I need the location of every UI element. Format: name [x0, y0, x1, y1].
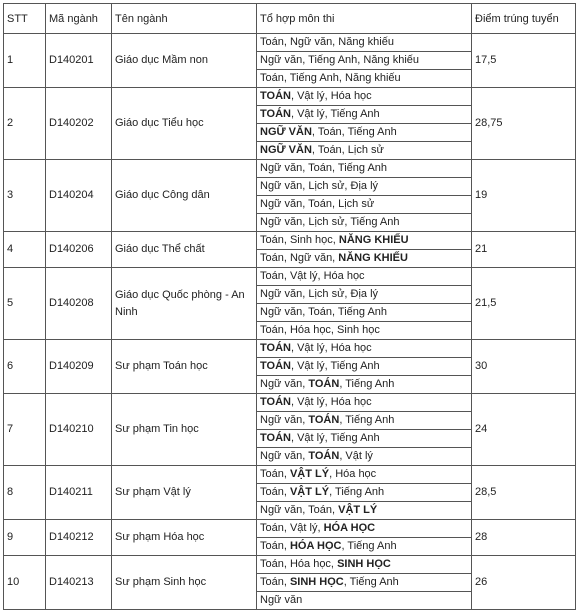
to-hop-cell — [257, 556, 472, 574]
table-header-row — [4, 4, 576, 34]
to-hop-text: Toán, Hóa học, — [260, 558, 338, 570]
header-stt: STT — [4, 4, 46, 34]
to-hop-cell — [257, 250, 472, 268]
to-hop-main-subject: TOÁN — [260, 432, 291, 444]
ten-nganh-cell: Giáo dục Mầm non — [112, 34, 257, 88]
ma-nganh-cell: D140210 — [46, 394, 112, 466]
stt-cell: 2 — [4, 88, 46, 160]
to-hop-main-subject: SINH HỌC — [289, 576, 344, 588]
diem-trung-tuyen-cell: 19 — [472, 160, 576, 232]
to-hop-text: Ngữ văn, Lịch sử, Địa lý — [260, 288, 379, 300]
header-ma-nganh: Mã ngành — [46, 4, 112, 34]
table-row — [4, 268, 576, 286]
to-hop-text: Toán, Ngữ văn, — [260, 252, 339, 264]
table-row — [4, 466, 576, 484]
to-hop-main-subject: TOÁN — [260, 396, 291, 408]
to-hop-main-subject: NGỮ VĂN — [260, 126, 312, 138]
to-hop-cell — [257, 340, 472, 358]
diem-trung-tuyen-cell: 26 — [472, 556, 576, 610]
stt-cell: 3 — [4, 160, 46, 232]
to-hop-text: , Vật lý, Hóa học — [290, 342, 372, 354]
to-hop-cell — [257, 142, 472, 160]
ma-nganh-cell: D140213 — [46, 556, 112, 610]
to-hop-text: , Vật lý, Tiếng Anh — [290, 432, 380, 444]
to-hop-cell — [257, 268, 472, 286]
to-hop-cell — [257, 520, 472, 538]
to-hop-cell — [257, 466, 472, 484]
stt-cell: 6 — [4, 340, 46, 394]
to-hop-main-subject: TOÁN — [308, 414, 340, 426]
to-hop-cell — [257, 178, 472, 196]
to-hop-text: Toán, Vật lý, Hóa học — [260, 270, 365, 282]
diem-trung-tuyen-cell: 30 — [472, 340, 576, 394]
to-hop-text: , Vật lý, Tiếng Anh — [290, 108, 380, 120]
to-hop-text: Toán, — [260, 576, 290, 588]
ma-nganh-cell: D140202 — [46, 88, 112, 160]
to-hop-text: , Vật lý, Hóa học — [290, 90, 372, 102]
table-row — [4, 232, 576, 250]
diem-trung-tuyen-cell: 28 — [472, 520, 576, 556]
to-hop-main-subject: NĂNG KHIẾU — [338, 234, 409, 246]
ten-nganh-cell: Sư phạm Tin học — [112, 394, 257, 466]
to-hop-text: Ngữ văn, Tiếng Anh, Năng khiếu — [260, 54, 420, 66]
table-row — [4, 520, 576, 538]
stt-cell: 1 — [4, 34, 46, 88]
ma-nganh-cell: D140206 — [46, 232, 112, 268]
to-hop-cell — [257, 484, 472, 502]
to-hop-cell — [257, 160, 472, 178]
to-hop-cell — [257, 124, 472, 142]
to-hop-cell — [257, 430, 472, 448]
to-hop-text: Toán, — [260, 468, 290, 480]
to-hop-text: Ngữ văn, — [260, 450, 309, 462]
to-hop-text: Toán, Hóa học, Sinh học — [260, 324, 380, 336]
to-hop-text: , Tiếng Anh — [341, 540, 397, 552]
to-hop-cell — [257, 70, 472, 88]
to-hop-cell — [257, 286, 472, 304]
to-hop-text: Toán, Ngữ văn, Năng khiếu — [260, 36, 394, 48]
header-to-hop-mon-thi: Tổ hợp môn thi — [257, 4, 472, 34]
to-hop-main-subject: TOÁN — [308, 450, 340, 462]
to-hop-cell — [257, 196, 472, 214]
to-hop-text: Toán, Tiếng Anh, Năng khiếu — [260, 72, 401, 84]
stt-cell: 9 — [4, 520, 46, 556]
to-hop-main-subject: TOÁN — [260, 342, 291, 354]
to-hop-text: Ngữ văn, Toán, Tiếng Anh — [260, 306, 388, 318]
diem-trung-tuyen-cell: 21 — [472, 232, 576, 268]
header-ten-nganh: Tên ngành — [112, 4, 257, 34]
diem-trung-tuyen-cell: 28,5 — [472, 466, 576, 520]
ma-nganh-cell: D140204 — [46, 160, 112, 232]
to-hop-text: Toán, — [260, 540, 290, 552]
to-hop-main-subject: TOÁN — [260, 90, 291, 102]
stt-cell: 4 — [4, 232, 46, 268]
to-hop-text: Ngữ văn, Toán, Lịch sử — [260, 198, 375, 210]
stt-cell: 7 — [4, 394, 46, 466]
to-hop-cell — [257, 232, 472, 250]
table-row — [4, 340, 576, 358]
table-row — [4, 88, 576, 106]
to-hop-cell — [257, 538, 472, 556]
table-body — [4, 34, 576, 610]
admission-score-table — [3, 3, 576, 610]
to-hop-text: Ngữ văn, Toán, — [260, 504, 339, 516]
ma-nganh-cell: D140201 — [46, 34, 112, 88]
to-hop-cell — [257, 376, 472, 394]
to-hop-cell — [257, 322, 472, 340]
diem-trung-tuyen-cell: 21,5 — [472, 268, 576, 340]
to-hop-main-subject: HÓA HỌC — [289, 540, 342, 552]
to-hop-text: Ngữ văn, Lịch sử, Tiếng Anh — [260, 216, 400, 228]
to-hop-text: , Tiếng Anh — [339, 378, 395, 390]
to-hop-text: Ngữ văn, — [260, 378, 309, 390]
to-hop-text: , Vật lý — [339, 450, 373, 462]
to-hop-main-subject: VẬT LÝ — [289, 486, 330, 498]
to-hop-cell — [257, 574, 472, 592]
to-hop-cell — [257, 34, 472, 52]
to-hop-text: Toán, Vật lý, — [260, 522, 324, 534]
ten-nganh-cell: Sư phạm Vật lý — [112, 466, 257, 520]
ten-nganh-cell: Sư phạm Sinh học — [112, 556, 257, 610]
ten-nganh-cell: Sư phạm Hóa học — [112, 520, 257, 556]
header-diem-trung-tuyen: Điểm trúng tuyển — [472, 4, 576, 34]
to-hop-text: , Tiếng Anh — [329, 486, 385, 498]
to-hop-text: Ngữ văn, — [260, 414, 309, 426]
to-hop-main-subject: TOÁN — [260, 360, 291, 372]
table-row — [4, 34, 576, 52]
to-hop-cell — [257, 592, 472, 610]
to-hop-cell — [257, 88, 472, 106]
stt-cell: 10 — [4, 556, 46, 610]
to-hop-cell — [257, 52, 472, 70]
to-hop-main-subject: VẬT LÝ — [338, 504, 378, 516]
ten-nganh-cell: Giáo dục Công dân — [112, 160, 257, 232]
to-hop-main-subject: HÓA HỌC — [323, 522, 376, 534]
to-hop-text: , Vật lý, Hóa học — [290, 396, 372, 408]
ma-nganh-cell: D140212 — [46, 520, 112, 556]
to-hop-main-subject: TOÁN — [308, 378, 340, 390]
to-hop-cell — [257, 214, 472, 232]
to-hop-text: , Hóa học — [329, 468, 377, 480]
ten-nganh-cell: Giáo dục Thể chất — [112, 232, 257, 268]
diem-trung-tuyen-cell: 17,5 — [472, 34, 576, 88]
ten-nganh-cell: Sư phạm Toán học — [112, 340, 257, 394]
to-hop-cell — [257, 304, 472, 322]
to-hop-cell — [257, 502, 472, 520]
stt-cell: 5 — [4, 268, 46, 340]
to-hop-cell — [257, 106, 472, 124]
to-hop-main-subject: NGỮ VĂN — [260, 144, 312, 156]
to-hop-cell — [257, 358, 472, 376]
to-hop-text: Ngữ văn, Lịch sử, Địa lý — [260, 180, 379, 192]
table-row — [4, 160, 576, 178]
diem-trung-tuyen-cell: 24 — [472, 394, 576, 466]
diem-trung-tuyen-cell: 28,75 — [472, 88, 576, 160]
admission-table-container — [3, 3, 576, 610]
to-hop-text: , Toán, Lịch sử — [311, 144, 384, 156]
stt-cell: 8 — [4, 466, 46, 520]
to-hop-main-subject: TOÁN — [260, 108, 291, 120]
to-hop-cell — [257, 412, 472, 430]
ten-nganh-cell: Giáo dục Quốc phòng - An Ninh — [112, 268, 257, 340]
to-hop-text: , Vật lý, Tiếng Anh — [290, 360, 380, 372]
to-hop-text: , Tiếng Anh — [343, 576, 399, 588]
to-hop-text: Toán, — [260, 486, 290, 498]
ma-nganh-cell: D140209 — [46, 340, 112, 394]
table-row — [4, 556, 576, 574]
to-hop-main-subject: SINH HỌC — [337, 558, 391, 570]
to-hop-text: , Toán, Tiếng Anh — [311, 126, 397, 138]
ma-nganh-cell: D140211 — [46, 466, 112, 520]
ma-nganh-cell: D140208 — [46, 268, 112, 340]
ten-nganh-cell: Giáo dục Tiểu học — [112, 88, 257, 160]
to-hop-text: Toán, Sinh học, — [260, 234, 339, 246]
to-hop-main-subject: NĂNG KHIẾU — [338, 252, 408, 264]
to-hop-cell — [257, 448, 472, 466]
to-hop-text: Ngữ văn — [260, 594, 303, 606]
to-hop-main-subject: VẬT LÝ — [289, 468, 330, 480]
to-hop-text: Ngữ văn, Toán, Tiếng Anh — [260, 162, 388, 174]
to-hop-cell — [257, 394, 472, 412]
to-hop-text: , Tiếng Anh — [339, 414, 395, 426]
table-row — [4, 394, 576, 412]
